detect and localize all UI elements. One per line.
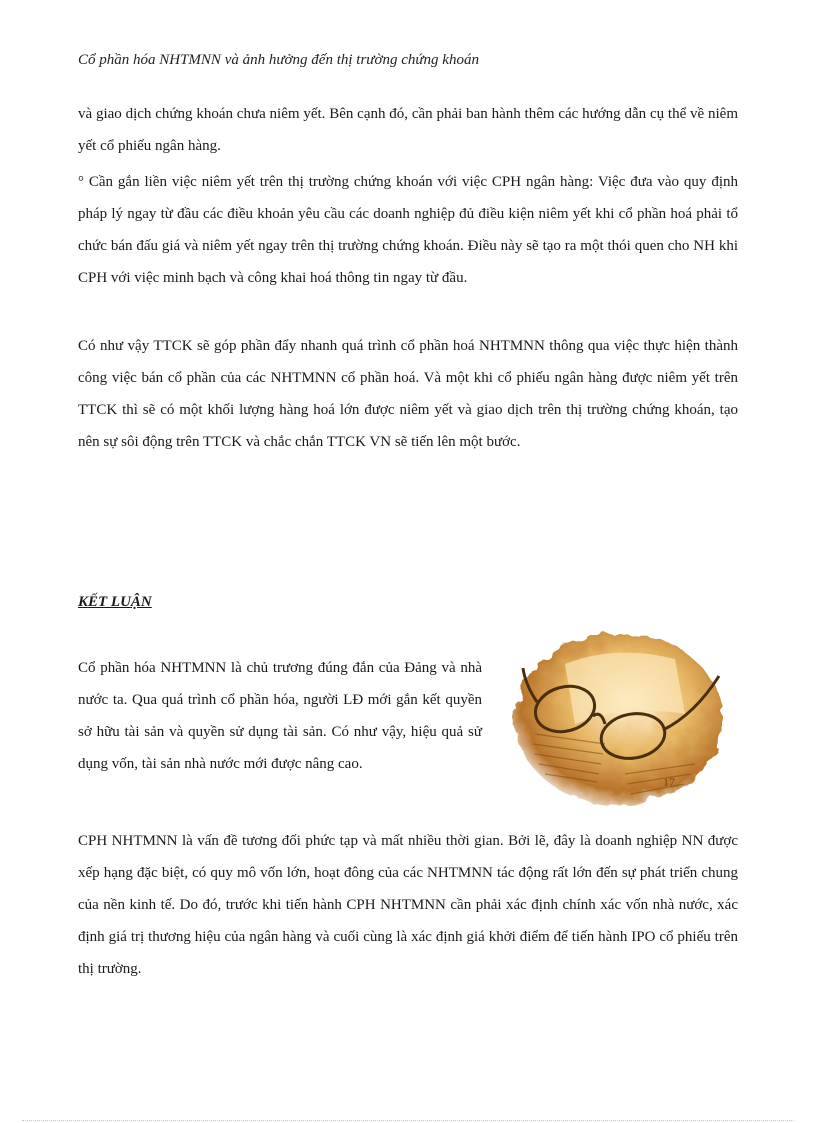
- paragraph-1: và giao dịch chứng khoán chưa niêm yết. Bên cạnh đó, cần phải ban hành thêm các hướng dẫn cụ thể về niêm yết cổ phiếu ngân hàng.: [78, 106, 738, 154]
- paragraph-2: ° Cần gắn liền việc niêm yết trên thị trường chứng khoán với việc CPH ngân hàng: Việc đưa vào quy định pháp lý ngay từ đầu các điều khoản yêu cầu các doanh nghiệp đủ điều kiện niêm yết khi cổ phần hoá phải tổ chức bán đấu giá và niêm yết ngay trên thị trường chứng khoán. Điều này sẽ tạo ra một thói quen cho NH khi CPH với việc minh bạch và công khai hoá thông tin ngay từ đầu.: [78, 174, 738, 286]
- conclusion-paragraph-2: CPH NHTMNN là vấn đề tương đối phức tạp và mất nhiều thời gian. Bởi lẽ, đây là doanh nghiệp NN được xếp hạng đặc biệt, có quy mô vốn lớn, hoạt đông của các NHTMNN tác động rất lớn đến sự phát triển chung của nền kinh tế. Do đó, trước khi tiến hành CPH NHTMNN cần phải xác định chính xác vốn nhà nước, xác định giá trị thương hiệu của ngân hàng và cuối cùng là xác định giá khởi điểm để tiến hành IPO cổ phiếu trên thị trường.: [78, 833, 738, 977]
- conclusion-paragraph-1: Cổ phần hóa NHTMNN là chủ trương đúng đắn của Đảng và nhà nước ta. Qua quá trình cổ phần hóa, người LĐ mới gắn kết quyền sở hữu tài sản và quyền sử dụng tài sản. Có như vậy, hiệu quả sử dụng vốn, tài sản nhà nước mới được nâng cao.: [78, 660, 482, 772]
- page-bottom-border: [22, 1120, 794, 1121]
- eyeglasses-icon: [505, 624, 733, 814]
- svg-text:17: 17: [663, 775, 675, 789]
- running-header: Cổ phần hóa NHTMNN và ảnh hưởng đến thị trường chứng khoán: [78, 52, 479, 68]
- paragraph-3: Có như vậy TTCK sẽ góp phần đẩy nhanh quá trình cổ phần hoá NHTMNN thông qua việc thực hiện thành công việc bán cổ phần của các NHTMNN cổ phần hoá. Và một khi cổ phiếu ngân hàng được niêm yết trên TTCK thì sẽ có một khối lượng hàng hoá lớn được niêm yết và giao dịch trên thị trường chứng khoán, tạo nên sự sôi động trên TTCK và chắc chắn TTCK VN sẽ tiến lên một bước.: [78, 338, 738, 450]
- eyeglasses-newspaper-image: [505, 624, 733, 814]
- conclusion-heading: KẾT LUẬN: [78, 594, 152, 610]
